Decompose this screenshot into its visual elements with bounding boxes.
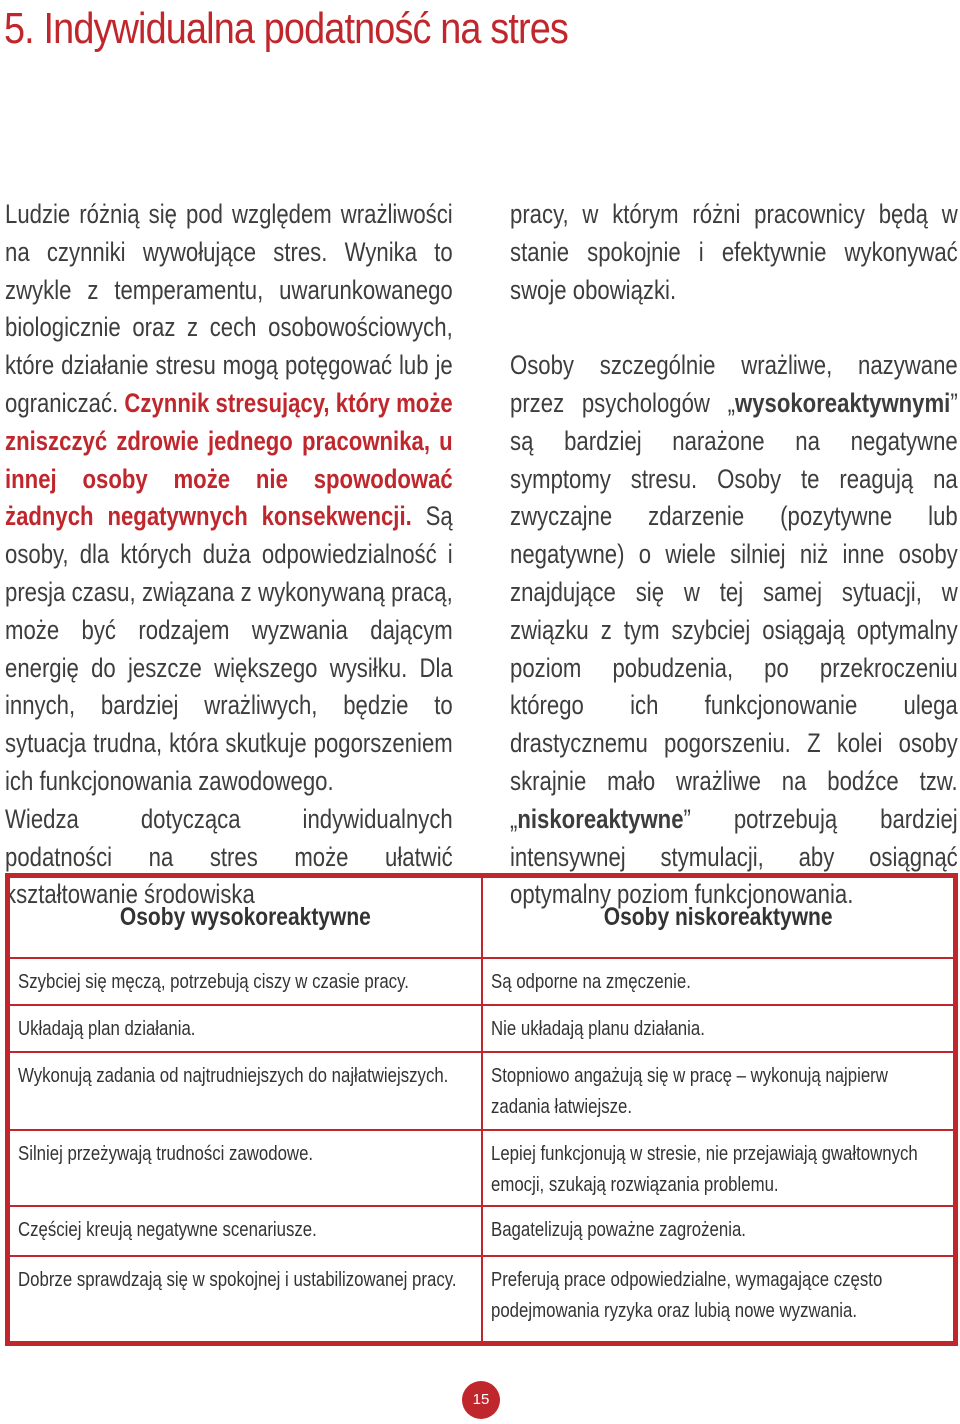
intro-text-continued: Są osoby, dla których duża odpowiedzialność i presja czasu, związana z wykonywaną pracą, może być rodzajem wyzwania dającym energię do jeszcze większego wysiłku. Dla innych, bardziej wrażliwych, będzie to sytuacja trudna, która skutkuje pogorszeniem ich funkcjonowania zawodowego. [5, 501, 453, 796]
table-row [9, 1206, 954, 1256]
reactivity-text-3: ” potrzebują bardziej intensywnej stymulacji, aby osiągnąć optymalny poziom funkcjonowania. [510, 803, 958, 910]
header-high-reactive: Osoby wysokoreaktywne [9, 877, 482, 958]
right-column [510, 196, 958, 914]
table-cell: Nie układają planu działania. [482, 1005, 955, 1052]
table-cell: Układają plan działania. [9, 1005, 482, 1052]
table-row [9, 1005, 954, 1052]
table-row [9, 1256, 954, 1342]
table-header-row [9, 877, 954, 958]
table-row [9, 958, 954, 1005]
table-cell: Wykonują zadania od najtrudniejszych do najłatwiejszych. [9, 1052, 482, 1130]
table-row [9, 1130, 954, 1206]
intro-paragraph [5, 196, 453, 801]
table-cell: Dobrze sprawdzają się w spokojnej i ustabilizowanej pracy. [9, 1256, 482, 1342]
paragraph-gap [510, 309, 958, 347]
table-cell: Są odporne na zmęczenie. [482, 958, 955, 1005]
table-cell: Częściej kreują negatywne scenariusze. [9, 1206, 482, 1256]
highlight-text: Czynnik stresujący, który może zniszczyć zdrowie jednego pracownika, u innej osoby może nie spowodować żadnych negatywnych konsekwencji. [5, 387, 453, 532]
table-cell: Preferują prace odpowiedzialne, wymagające często podejmowania ryzyka oraz lubią nowe wyzwania. [482, 1256, 955, 1342]
left-column [5, 196, 453, 914]
page-title: 5. Indywidualna podatność na stres [4, 4, 568, 53]
table-cell: Silniej przeżywają trudności zawodowe. [9, 1130, 482, 1206]
table-cell: Lepiej funkcjonują w stresie, nie przejawiają gwałtownych emocji, szukają rozwiązania problemu. [482, 1130, 955, 1206]
reactivity-text: Osoby szczególnie wrażliwe, nazywane przez psychologów „ [510, 350, 958, 418]
right-column-text [510, 196, 958, 914]
term-high-reactive: wysokoreaktywnymi [734, 387, 951, 418]
table-cell: Bagatelizują poważne zagrożenia. [482, 1206, 955, 1256]
work-paragraph: pracy, w którym różni pracownicy będą w stanie spokojnie i efektywnie wykonywać swoje obowiązki. [510, 199, 958, 305]
header-low-reactive: Osoby niskoreaktywne [482, 877, 955, 958]
knowledge-paragraph: Wiedza dotycząca indywidualnych podatności na stres może ułatwić kształtowanie środowiska [5, 803, 453, 910]
term-low-reactive: niskoreaktywne [517, 803, 684, 834]
left-column-text [5, 196, 453, 914]
intro-text: Ludzie różnią się pod względem wrażliwości na czynniki wywołujące stres. Wynika to zwykle z temperamentu, uwarunkowanego biologicznie oraz z cech osobowościowych, które działanie stresu mogą potęgować lub je ograniczać. [5, 199, 453, 418]
table-cell: Stopniowo angażują się w pracę – wykonują najpierw zadania łatwiejsze. [482, 1052, 955, 1130]
comparison-table [5, 873, 958, 1346]
reactivity-paragraph [510, 347, 958, 914]
table-row [9, 1052, 954, 1130]
page-number-badge: 15 [462, 1381, 500, 1419]
reactivity-text-2: ” są bardziej narażone na negatywne symptomy stresu. Osoby te reagują na zwyczajne zdarzenie (pozytywne lub negatywne) o wiele silniej niż inne osoby znajdujące się w tej samej sytuacji, w związku z tym szybciej osiągają optymalny poziom pobudzenia, po przekroczeniu którego ich funkcjonowanie ulega drastycznemu pogorszeniu. Z kolei osoby skrajnie mało wrażliwe na bodźce tzw. „ [510, 387, 958, 834]
table-cell: Szybciej się męczą, potrzebują ciszy w czasie pracy. [9, 958, 482, 1005]
